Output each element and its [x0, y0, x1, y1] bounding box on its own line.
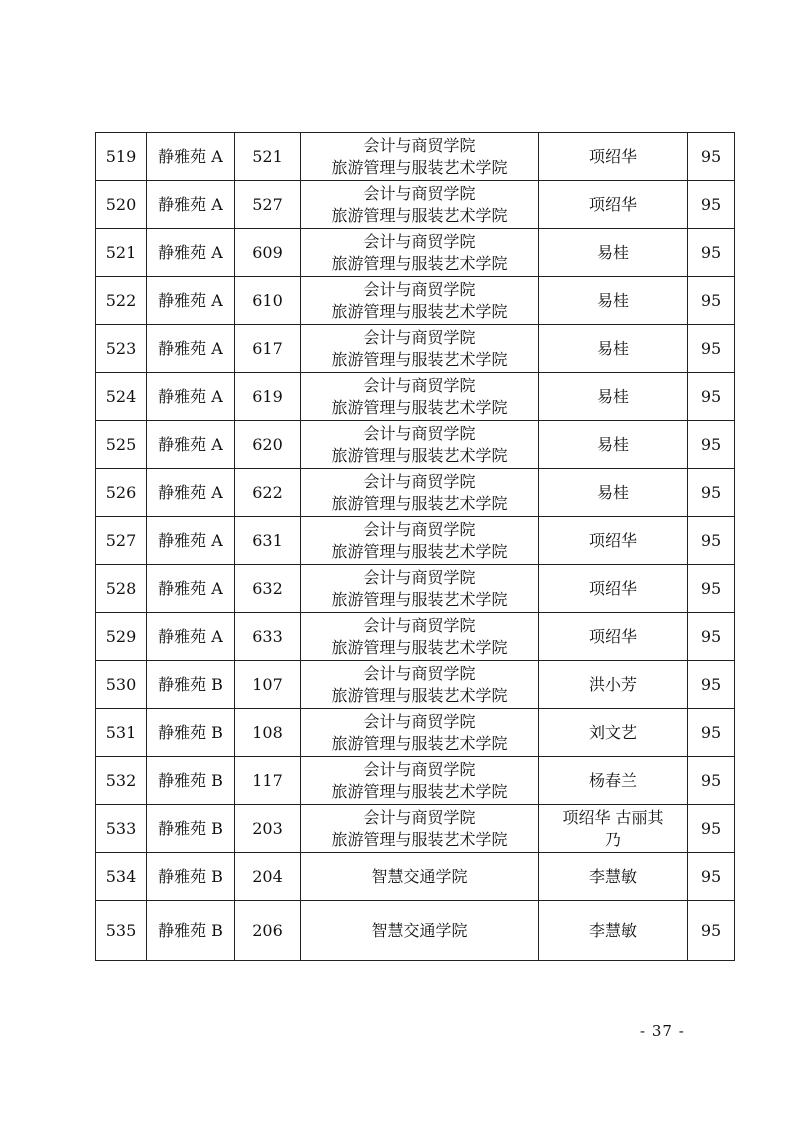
room-number-cell: 617 — [235, 325, 301, 373]
building-cell: 静雅苑 B — [147, 709, 235, 757]
score-cell: 95 — [688, 277, 735, 325]
college-line: 会计与商贸学院 — [363, 423, 476, 443]
row-number-cell: 533 — [96, 805, 147, 853]
college-cell — [301, 133, 539, 181]
manager-line: 易桂 — [596, 338, 629, 358]
row-number-cell: 529 — [96, 613, 147, 661]
row-number-cell: 520 — [96, 181, 147, 229]
score-cell: 95 — [688, 613, 735, 661]
manager-line: 乃 — [604, 829, 621, 849]
score-cell: 95 — [688, 229, 735, 277]
table-row — [96, 373, 735, 421]
college-line: 会计与商贸学院 — [363, 327, 476, 347]
manager-line: 项绍华 古丽其 — [562, 807, 664, 827]
college-line: 会计与商贸学院 — [363, 375, 476, 395]
room-number-cell: 108 — [235, 709, 301, 757]
manager-line: 刘文艺 — [588, 722, 637, 742]
college-cell — [301, 661, 539, 709]
table-row — [96, 325, 735, 373]
room-number-cell: 527 — [235, 181, 301, 229]
score-cell: 95 — [688, 373, 735, 421]
manager-line: 易桂 — [596, 482, 629, 502]
manager-line: 项绍华 — [588, 578, 637, 598]
row-number-cell: 523 — [96, 325, 147, 373]
college-line: 会计与商贸学院 — [363, 183, 476, 203]
table-row — [96, 709, 735, 757]
manager-cell — [539, 421, 688, 469]
college-line: 旅游管理与服装艺术学院 — [331, 637, 508, 657]
score-cell: 95 — [688, 181, 735, 229]
row-number-cell: 530 — [96, 661, 147, 709]
room-number-cell: 206 — [235, 901, 301, 961]
college-line: 会计与商贸学院 — [363, 711, 476, 731]
row-number-cell: 522 — [96, 277, 147, 325]
table-row — [96, 229, 735, 277]
building-cell: 静雅苑 A — [147, 421, 235, 469]
manager-cell — [539, 469, 688, 517]
building-cell: 静雅苑 A — [147, 613, 235, 661]
page-number: - 37 - — [640, 1022, 685, 1040]
score-cell: 95 — [688, 469, 735, 517]
manager-line: 李慧敏 — [588, 866, 637, 886]
college-line: 会计与商贸学院 — [363, 471, 476, 491]
building-cell: 静雅苑 A — [147, 229, 235, 277]
building-cell: 静雅苑 B — [147, 805, 235, 853]
college-line: 旅游管理与服装艺术学院 — [331, 253, 508, 273]
table-row — [96, 181, 735, 229]
college-cell — [301, 469, 539, 517]
college-cell — [301, 565, 539, 613]
manager-cell — [539, 805, 688, 853]
manager-line: 项绍华 — [588, 194, 637, 214]
score-cell: 95 — [688, 709, 735, 757]
table-row — [96, 133, 735, 181]
room-number-cell: 117 — [235, 757, 301, 805]
manager-line: 易桂 — [596, 290, 629, 310]
table-row — [96, 805, 735, 853]
manager-cell — [539, 661, 688, 709]
room-number-cell: 204 — [235, 853, 301, 901]
college-cell — [301, 181, 539, 229]
college-cell — [301, 757, 539, 805]
college-line: 会计与商贸学院 — [363, 231, 476, 251]
room-number-cell: 633 — [235, 613, 301, 661]
building-cell: 静雅苑 A — [147, 325, 235, 373]
row-number-cell: 521 — [96, 229, 147, 277]
table-row — [96, 469, 735, 517]
manager-cell — [539, 517, 688, 565]
manager-cell — [539, 373, 688, 421]
building-cell: 静雅苑 B — [147, 901, 235, 961]
room-number-cell: 620 — [235, 421, 301, 469]
room-number-cell: 610 — [235, 277, 301, 325]
college-cell — [301, 229, 539, 277]
building-cell: 静雅苑 B — [147, 853, 235, 901]
college-line: 旅游管理与服装艺术学院 — [331, 205, 508, 225]
manager-line: 李慧敏 — [588, 920, 637, 940]
college-cell — [301, 805, 539, 853]
manager-line: 易桂 — [596, 242, 629, 262]
college-cell — [301, 277, 539, 325]
table-row — [96, 613, 735, 661]
college-cell — [301, 901, 539, 961]
row-number-cell: 532 — [96, 757, 147, 805]
college-line: 旅游管理与服装艺术学院 — [331, 349, 508, 369]
row-number-cell: 527 — [96, 517, 147, 565]
college-line: 会计与商贸学院 — [363, 759, 476, 779]
college-line: 旅游管理与服装艺术学院 — [331, 685, 508, 705]
room-number-cell: 631 — [235, 517, 301, 565]
manager-cell — [539, 709, 688, 757]
score-cell: 95 — [688, 805, 735, 853]
college-cell — [301, 613, 539, 661]
manager-cell — [539, 277, 688, 325]
room-number-cell: 632 — [235, 565, 301, 613]
score-cell: 95 — [688, 565, 735, 613]
row-number-cell: 519 — [96, 133, 147, 181]
score-cell: 95 — [688, 421, 735, 469]
row-number-cell: 535 — [96, 901, 147, 961]
college-line: 旅游管理与服装艺术学院 — [331, 781, 508, 801]
college-cell — [301, 373, 539, 421]
building-cell: 静雅苑 A — [147, 133, 235, 181]
manager-cell — [539, 181, 688, 229]
manager-line: 杨春兰 — [588, 770, 637, 790]
college-line: 智慧交通学院 — [371, 920, 468, 940]
row-number-cell: 524 — [96, 373, 147, 421]
row-number-cell: 525 — [96, 421, 147, 469]
manager-line: 易桂 — [596, 434, 629, 454]
college-line: 会计与商贸学院 — [363, 519, 476, 539]
table-row — [96, 277, 735, 325]
score-cell: 95 — [688, 517, 735, 565]
college-line: 旅游管理与服装艺术学院 — [331, 829, 508, 849]
table-body — [96, 133, 735, 961]
manager-line: 项绍华 — [588, 530, 637, 550]
manager-cell — [539, 901, 688, 961]
room-number-cell: 107 — [235, 661, 301, 709]
building-cell: 静雅苑 A — [147, 565, 235, 613]
table-row — [96, 517, 735, 565]
manager-cell — [539, 613, 688, 661]
room-number-cell: 609 — [235, 229, 301, 277]
manager-line: 易桂 — [596, 386, 629, 406]
table-row — [96, 757, 735, 805]
room-number-cell: 521 — [235, 133, 301, 181]
college-line: 旅游管理与服装艺术学院 — [331, 157, 508, 177]
manager-cell — [539, 565, 688, 613]
college-line: 旅游管理与服装艺术学院 — [331, 397, 508, 417]
college-line: 会计与商贸学院 — [363, 567, 476, 587]
college-line: 旅游管理与服装艺术学院 — [331, 589, 508, 609]
manager-line: 项绍华 — [588, 146, 637, 166]
building-cell: 静雅苑 A — [147, 517, 235, 565]
college-line: 旅游管理与服装艺术学院 — [331, 445, 508, 465]
college-line: 旅游管理与服装艺术学院 — [331, 733, 508, 753]
building-cell: 静雅苑 B — [147, 661, 235, 709]
college-cell — [301, 517, 539, 565]
score-cell: 95 — [688, 901, 735, 961]
manager-cell — [539, 757, 688, 805]
manager-cell — [539, 133, 688, 181]
college-line: 会计与商贸学院 — [363, 279, 476, 299]
manager-cell — [539, 229, 688, 277]
manager-cell — [539, 853, 688, 901]
table-row — [96, 661, 735, 709]
manager-line: 洪小芳 — [588, 674, 637, 694]
building-cell: 静雅苑 A — [147, 181, 235, 229]
building-cell: 静雅苑 A — [147, 469, 235, 517]
room-number-cell: 622 — [235, 469, 301, 517]
college-cell — [301, 853, 539, 901]
college-cell — [301, 709, 539, 757]
manager-line: 项绍华 — [588, 626, 637, 646]
dormitory-table — [95, 132, 735, 961]
row-number-cell: 526 — [96, 469, 147, 517]
college-line: 智慧交通学院 — [371, 866, 468, 886]
score-cell: 95 — [688, 661, 735, 709]
score-cell: 95 — [688, 757, 735, 805]
room-number-cell: 619 — [235, 373, 301, 421]
college-line: 会计与商贸学院 — [363, 663, 476, 683]
score-cell: 95 — [688, 325, 735, 373]
college-cell — [301, 421, 539, 469]
row-number-cell: 534 — [96, 853, 147, 901]
table-row — [96, 421, 735, 469]
college-cell — [301, 325, 539, 373]
row-number-cell: 531 — [96, 709, 147, 757]
table-row — [96, 565, 735, 613]
building-cell: 静雅苑 A — [147, 373, 235, 421]
score-cell: 95 — [688, 133, 735, 181]
building-cell: 静雅苑 A — [147, 277, 235, 325]
college-line: 会计与商贸学院 — [363, 615, 476, 635]
college-line: 旅游管理与服装艺术学院 — [331, 541, 508, 561]
manager-cell — [539, 325, 688, 373]
college-line: 旅游管理与服装艺术学院 — [331, 493, 508, 513]
table-row — [96, 901, 735, 961]
college-line: 会计与商贸学院 — [363, 135, 476, 155]
building-cell: 静雅苑 B — [147, 757, 235, 805]
college-line: 旅游管理与服装艺术学院 — [331, 301, 508, 321]
college-line: 会计与商贸学院 — [363, 807, 476, 827]
room-number-cell: 203 — [235, 805, 301, 853]
table-row — [96, 853, 735, 901]
score-cell: 95 — [688, 853, 735, 901]
row-number-cell: 528 — [96, 565, 147, 613]
